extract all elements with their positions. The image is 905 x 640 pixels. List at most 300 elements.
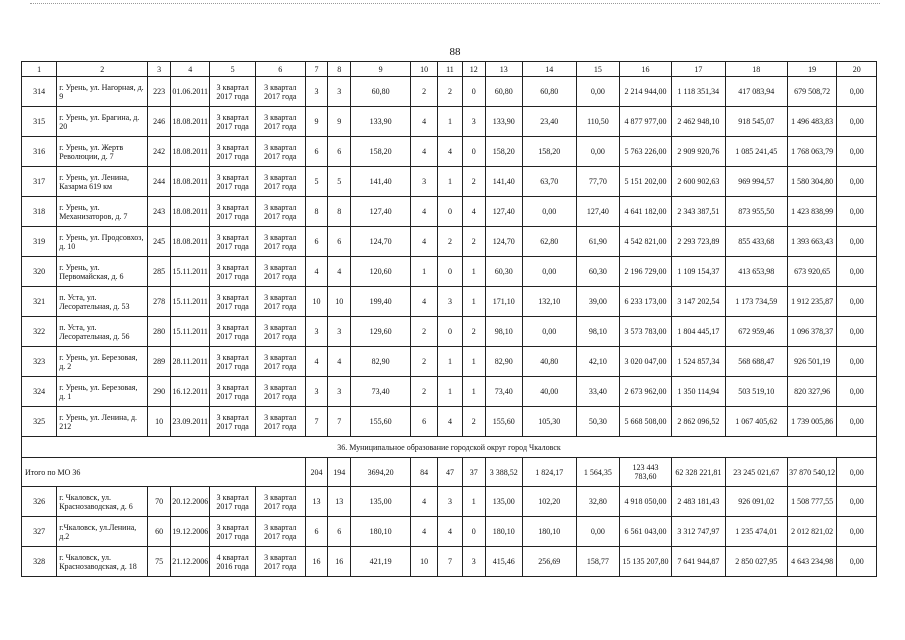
table-cell: 820 327,96 — [787, 377, 837, 407]
table-cell: 3 — [462, 547, 485, 577]
table-cell: 158,20 — [522, 137, 576, 167]
table-cell: 2 600 902,63 — [671, 167, 725, 197]
table-cell: 5 — [305, 167, 328, 197]
table-cell: 242 — [148, 137, 171, 167]
table-cell: 1 508 777,55 — [787, 487, 837, 517]
column-number-cell: 10 — [411, 62, 438, 77]
table-cell: 0 — [438, 317, 463, 347]
total-cell: 84 — [411, 458, 438, 487]
table-cell: 0,00 — [837, 407, 877, 437]
table-cell: 135,00 — [351, 487, 411, 517]
page-number: 88 — [449, 46, 461, 58]
table-row — [22, 377, 877, 407]
table-cell: 42,10 — [576, 347, 619, 377]
table-cell: 2 909 920,76 — [671, 137, 725, 167]
table-cell: 135,00 — [485, 487, 522, 517]
column-number-cell: 14 — [522, 62, 576, 77]
table-cell: 15 135 207,80 — [620, 547, 672, 577]
table-cell: 73,40 — [485, 377, 522, 407]
table-cell: 6 — [328, 137, 351, 167]
table-cell: 3 квартал 2017 года — [210, 517, 256, 547]
table-cell: 3 573 783,00 — [620, 317, 672, 347]
table-cell: 180,10 — [351, 517, 411, 547]
table-cell: 0,00 — [837, 197, 877, 227]
table-cell: 3 квартал 2017 года — [210, 347, 256, 377]
table-cell: 15.11.2011 — [171, 287, 210, 317]
table-cell: 1 912 235,87 — [787, 287, 837, 317]
table-cell: 3 квартал 2017 года — [210, 107, 256, 137]
table-cell: 1 — [462, 487, 485, 517]
table-cell: г. Урень, ул. Механизаторов, д. 7 — [57, 197, 148, 227]
table-cell: 1 — [438, 107, 463, 137]
table-cell: 0,00 — [837, 517, 877, 547]
table-cell: 5 — [328, 167, 351, 197]
column-number-cell: 13 — [485, 62, 522, 77]
table-cell: 1 — [462, 287, 485, 317]
table-cell: г. Чкаловск, ул. Краснозаводская, д. 6 — [57, 487, 148, 517]
total-cell: 3694,20 — [351, 458, 411, 487]
table-cell: 39,00 — [576, 287, 619, 317]
table-cell: 2 293 723,89 — [671, 227, 725, 257]
table-cell: 4 877 977,00 — [620, 107, 672, 137]
table-cell: 673 920,65 — [787, 257, 837, 287]
column-number-cell: 20 — [837, 62, 877, 77]
table-cell: 124,70 — [485, 227, 522, 257]
table-cell: 141,40 — [351, 167, 411, 197]
table-cell: 322 — [22, 317, 57, 347]
table-cell: 327 — [22, 517, 57, 547]
column-number-cell: 18 — [725, 62, 787, 77]
table-cell: 6 — [305, 227, 328, 257]
column-number-cell: 11 — [438, 62, 463, 77]
table-cell: 503 519,10 — [725, 377, 787, 407]
table-cell: 3 — [411, 167, 438, 197]
table-cell: 1 804 445,17 — [671, 317, 725, 347]
table-cell: 243 — [148, 197, 171, 227]
table-cell: 19.12.2006 — [171, 517, 210, 547]
table-cell: 1 067 405,62 — [725, 407, 787, 437]
table-cell: 873 955,50 — [725, 197, 787, 227]
table-cell: 3 квартал 2017 года — [255, 317, 305, 347]
table-cell: 0,00 — [837, 487, 877, 517]
column-number-cell: 2 — [57, 62, 148, 77]
table-cell: 62,80 — [522, 227, 576, 257]
table-cell: 421,19 — [351, 547, 411, 577]
table-cell: 5 151 202,00 — [620, 167, 672, 197]
table-cell: 3 квартал 2017 года — [255, 77, 305, 107]
column-number-cell: 3 — [148, 62, 171, 77]
table-cell: 4 — [438, 517, 463, 547]
table-cell: 158,20 — [485, 137, 522, 167]
table-cell: 6 233 173,00 — [620, 287, 672, 317]
table-cell: 4 — [411, 517, 438, 547]
table-cell: 280 — [148, 317, 171, 347]
table-cell: 4 — [411, 107, 438, 137]
table-cell: 127,40 — [351, 197, 411, 227]
table-cell: 0,00 — [837, 77, 877, 107]
table-cell: 3 квартал 2017 года — [255, 347, 305, 377]
table-cell: 417 083,94 — [725, 77, 787, 107]
column-number-cell: 5 — [210, 62, 256, 77]
table-cell: 1 085 241,45 — [725, 137, 787, 167]
table-cell: г. Урень, ул. Ленина, д. 212 — [57, 407, 148, 437]
table-cell: 1 — [438, 377, 463, 407]
table-cell: 2 — [411, 377, 438, 407]
table-cell: 328 — [22, 547, 57, 577]
table-cell: 3 — [305, 77, 328, 107]
table-row — [22, 167, 877, 197]
table-cell: 3 — [328, 317, 351, 347]
table-cell: 158,20 — [351, 137, 411, 167]
table-cell: 7 — [438, 547, 463, 577]
table-cell: 60,30 — [485, 257, 522, 287]
table-cell: 1 118 351,34 — [671, 77, 725, 107]
column-number-cell: 4 — [171, 62, 210, 77]
table-cell: 4 — [305, 257, 328, 287]
table-cell: 2 850 027,95 — [725, 547, 787, 577]
table-cell: 60 — [148, 517, 171, 547]
table-cell: 120,60 — [351, 257, 411, 287]
table-cell: 13 — [328, 487, 351, 517]
table-row — [22, 257, 877, 287]
table-cell: 3 — [328, 77, 351, 107]
table-cell: 10 — [148, 407, 171, 437]
table-cell: 127,40 — [485, 197, 522, 227]
table-cell: 18.08.2011 — [171, 197, 210, 227]
table-cell: 7 — [305, 407, 328, 437]
total-cell: 23 245 021,67 — [725, 458, 787, 487]
table-cell: 278 — [148, 287, 171, 317]
table-cell: 6 — [328, 517, 351, 547]
table-cell: 4 квартал 2016 года — [210, 547, 256, 577]
table-cell: 155,60 — [351, 407, 411, 437]
table-cell: 0,00 — [576, 517, 619, 547]
table-cell: 98,10 — [576, 317, 619, 347]
table-cell: г. Урень, ул. Ленина, Казарма 619 км — [57, 167, 148, 197]
table-cell: 285 — [148, 257, 171, 287]
table-cell: 321 — [22, 287, 57, 317]
table-cell: 244 — [148, 167, 171, 197]
table-cell: 1 109 154,37 — [671, 257, 725, 287]
table-cell: 1 — [438, 347, 463, 377]
table-row — [22, 107, 877, 137]
table-cell: 16.12.2011 — [171, 377, 210, 407]
table-row — [22, 197, 877, 227]
table-cell: 4 — [328, 257, 351, 287]
table-row — [22, 517, 877, 547]
table-cell: 325 — [22, 407, 57, 437]
table-cell: 6 — [328, 227, 351, 257]
table-cell: 320 — [22, 257, 57, 287]
table-cell: 0,00 — [522, 257, 576, 287]
table-cell: 0 — [462, 137, 485, 167]
table-cell: 2 343 387,51 — [671, 197, 725, 227]
table-cell: 40,80 — [522, 347, 576, 377]
table-cell: 319 — [22, 227, 57, 257]
table-cell: 3 312 747,97 — [671, 517, 725, 547]
table-cell: 32,80 — [576, 487, 619, 517]
table-cell: 171,10 — [485, 287, 522, 317]
table-cell: 1 173 734,59 — [725, 287, 787, 317]
table-cell: 672 959,46 — [725, 317, 787, 347]
table-cell: 316 — [22, 137, 57, 167]
table-cell: 82,90 — [351, 347, 411, 377]
total-cell: 1 564,35 — [576, 458, 619, 487]
table-cell: 155,60 — [485, 407, 522, 437]
table-cell: 110,50 — [576, 107, 619, 137]
table-cell: 2 — [411, 317, 438, 347]
table-cell: 6 — [411, 407, 438, 437]
table-cell: 18.08.2011 — [171, 167, 210, 197]
table-cell: 1 096 378,37 — [787, 317, 837, 347]
table-cell: 2 — [462, 167, 485, 197]
table-cell: 318 — [22, 197, 57, 227]
table-cell: 2 673 962,00 — [620, 377, 672, 407]
table-cell: 3 квартал 2017 года — [210, 487, 256, 517]
table-cell: 199,40 — [351, 287, 411, 317]
table-cell: 7 641 944,87 — [671, 547, 725, 577]
table-cell: 8 — [328, 197, 351, 227]
table-cell: 568 688,47 — [725, 347, 787, 377]
table-cell: г. Урень, ул. Березовая, д. 1 — [57, 377, 148, 407]
table-cell: 317 — [22, 167, 57, 197]
table-cell: 1 350 114,94 — [671, 377, 725, 407]
table-cell: 2 — [411, 77, 438, 107]
total-cell: 204 — [305, 458, 328, 487]
table-row — [22, 347, 877, 377]
table-cell: 3 147 202,54 — [671, 287, 725, 317]
table-cell: 60,30 — [576, 257, 619, 287]
table-cell: 3 квартал 2017 года — [255, 407, 305, 437]
table-cell: п. Уста, ул. Лесорательная, д. 56 — [57, 317, 148, 347]
table-cell: 20.12.2006 — [171, 487, 210, 517]
table-cell: 2 862 096,52 — [671, 407, 725, 437]
table-cell: 3 квартал 2017 года — [210, 257, 256, 287]
table-cell: 3 квартал 2017 года — [255, 287, 305, 317]
table-cell: 1 — [411, 257, 438, 287]
table-cell: 0,00 — [837, 317, 877, 347]
top-dotted-rule — [30, 3, 880, 4]
total-cell: 194 — [328, 458, 351, 487]
table-cell: 75 — [148, 547, 171, 577]
total-cell: 3 388,52 — [485, 458, 522, 487]
table-cell: 6 — [305, 137, 328, 167]
table-cell: 2 — [438, 77, 463, 107]
table-cell: 10 — [305, 287, 328, 317]
table-cell: 0,00 — [576, 137, 619, 167]
table-row — [22, 407, 877, 437]
table-cell: 2 — [411, 347, 438, 377]
table-cell: 82,90 — [485, 347, 522, 377]
table-cell: 3 квартал 2017 года — [210, 227, 256, 257]
table-cell: 3 — [438, 287, 463, 317]
table-cell: 0 — [438, 257, 463, 287]
table-cell: 73,40 — [351, 377, 411, 407]
table-cell: 290 — [148, 377, 171, 407]
table-cell: 180,10 — [522, 517, 576, 547]
table-cell: 1 — [438, 167, 463, 197]
table-cell: 2 214 944,00 — [620, 77, 672, 107]
table-cell: 1 235 474,01 — [725, 517, 787, 547]
table-cell: 0,00 — [837, 377, 877, 407]
table-cell: 77,70 — [576, 167, 619, 197]
table-cell: 314 — [22, 77, 57, 107]
table-cell: 6 561 043,00 — [620, 517, 672, 547]
table-cell: г. Урень, ул. Березовая, д. 2 — [57, 347, 148, 377]
table-cell: 0,00 — [837, 547, 877, 577]
table-cell: 3 — [305, 377, 328, 407]
table-cell: 18.08.2011 — [171, 227, 210, 257]
housing-register-table — [21, 61, 877, 577]
table-cell: 2 196 729,00 — [620, 257, 672, 287]
table-cell: 223 — [148, 77, 171, 107]
table-cell: 3 квартал 2017 года — [255, 167, 305, 197]
total-cell: 0,00 — [837, 458, 877, 487]
table-row — [22, 287, 877, 317]
table-cell: 2 483 181,43 — [671, 487, 725, 517]
table-cell: 18.08.2011 — [171, 107, 210, 137]
table-cell: 5 668 508,00 — [620, 407, 672, 437]
table-cell: 3 квартал 2017 года — [255, 227, 305, 257]
table-cell: 1 — [462, 377, 485, 407]
table-cell: 129,60 — [351, 317, 411, 347]
table-cell: 0,00 — [837, 227, 877, 257]
table-cell: 4 — [328, 347, 351, 377]
table-cell: 0 — [462, 517, 485, 547]
table-cell: 60,80 — [485, 77, 522, 107]
table-row — [22, 227, 877, 257]
table-cell: г. Урень, ул. Продсовхоз, д. 10 — [57, 227, 148, 257]
table-cell: 0,00 — [837, 137, 877, 167]
table-cell: 6 — [305, 517, 328, 547]
table-cell: г. Урень, ул. Брагина, д. 20 — [57, 107, 148, 137]
table-cell: 60,80 — [351, 77, 411, 107]
table-cell: 1 496 483,83 — [787, 107, 837, 137]
table-cell: 926 501,19 — [787, 347, 837, 377]
table-cell: 50,30 — [576, 407, 619, 437]
table-cell: 3 квартал 2017 года — [210, 167, 256, 197]
table-cell: 2 — [462, 227, 485, 257]
column-number-cell: 1 — [22, 62, 57, 77]
table-cell: п. Уста, ул. Лесорательная, д. 53 — [57, 287, 148, 317]
table-cell: 1 524 857,34 — [671, 347, 725, 377]
table-cell: 0,00 — [522, 317, 576, 347]
column-number-cell: 8 — [328, 62, 351, 77]
column-number-cell: 12 — [462, 62, 485, 77]
table-cell: 4 542 821,00 — [620, 227, 672, 257]
table-cell: 180,10 — [485, 517, 522, 547]
table-cell: 18.08.2011 — [171, 137, 210, 167]
table-cell: 4 — [305, 347, 328, 377]
table-cell: 1 — [462, 257, 485, 287]
table-cell: 3 квартал 2017 года — [210, 287, 256, 317]
table-cell: 01.06.2011 — [171, 77, 210, 107]
table-cell: 7 — [328, 407, 351, 437]
table-cell: 323 — [22, 347, 57, 377]
total-label: Итого по МО 36 — [22, 458, 306, 487]
column-number-cell: 7 — [305, 62, 328, 77]
table-cell: 10 — [411, 547, 438, 577]
table-row — [22, 317, 877, 347]
table-cell: 3 квартал 2017 года — [210, 377, 256, 407]
total-cell: 37 870 540,12 — [787, 458, 837, 487]
table-cell: 0,00 — [837, 347, 877, 377]
table-cell: 3 квартал 2017 года — [210, 77, 256, 107]
table-cell: 23,40 — [522, 107, 576, 137]
table-cell: 289 — [148, 347, 171, 377]
table-cell: 4 641 182,00 — [620, 197, 672, 227]
table-cell: 2 — [438, 227, 463, 257]
total-cell: 47 — [438, 458, 463, 487]
table-cell: 16 — [305, 547, 328, 577]
table-cell: 415,46 — [485, 547, 522, 577]
table-cell: 926 091,02 — [725, 487, 787, 517]
table-cell: 33,40 — [576, 377, 619, 407]
table-cell: 4 — [411, 197, 438, 227]
table-cell: 246 — [148, 107, 171, 137]
table-cell: 105,30 — [522, 407, 576, 437]
table-cell: 3 квартал 2017 года — [255, 137, 305, 167]
table-cell: 3 020 047,00 — [620, 347, 672, 377]
section-title: 36. Муниципальное образование городской округ город Чкаловск — [22, 437, 877, 458]
table-cell: 3 — [462, 107, 485, 137]
table-cell: 124,70 — [351, 227, 411, 257]
table-cell: 969 994,57 — [725, 167, 787, 197]
table-cell: 60,80 — [522, 77, 576, 107]
table-cell: 855 433,68 — [725, 227, 787, 257]
table-cell: 141,40 — [485, 167, 522, 197]
table-cell: 918 545,07 — [725, 107, 787, 137]
table-cell: 61,90 — [576, 227, 619, 257]
table-row — [22, 77, 877, 107]
table-cell: 3 квартал 2017 года — [255, 487, 305, 517]
table-cell: 0,00 — [522, 197, 576, 227]
table-cell: 102,20 — [522, 487, 576, 517]
table-cell: 3 квартал 2017 года — [210, 317, 256, 347]
table-cell: 1 393 663,43 — [787, 227, 837, 257]
total-cell: 123 443 783,60 — [620, 458, 672, 487]
column-number-cell: 6 — [255, 62, 305, 77]
table-cell: 98,10 — [485, 317, 522, 347]
table-cell: 3 квартал 2017 года — [255, 107, 305, 137]
table-cell: 15.11.2011 — [171, 317, 210, 347]
table-cell: 1 739 005,86 — [787, 407, 837, 437]
table-cell: 3 квартал 2017 года — [255, 257, 305, 287]
column-number-cell: 9 — [351, 62, 411, 77]
table-cell: 0 — [438, 197, 463, 227]
table-cell: 3 квартал 2017 года — [255, 547, 305, 577]
column-number-cell: 17 — [671, 62, 725, 77]
table-cell: 4 643 234,98 — [787, 547, 837, 577]
table-cell: 0,00 — [837, 287, 877, 317]
total-cell: 37 — [462, 458, 485, 487]
table-cell: 324 — [22, 377, 57, 407]
table-cell: 133,90 — [485, 107, 522, 137]
table-cell: 2 012 821,02 — [787, 517, 837, 547]
table-cell: 21.12.2006 — [171, 547, 210, 577]
table-cell: 3 — [438, 487, 463, 517]
table-cell: 4 918 050,00 — [620, 487, 672, 517]
table-cell: 16 — [328, 547, 351, 577]
table-cell: 0,00 — [837, 257, 877, 287]
table-row — [22, 137, 877, 167]
table-cell: г. Чкаловск, ул. Краснозаводская, д. 18 — [57, 547, 148, 577]
table-cell: 0,00 — [837, 107, 877, 137]
table-cell: 127,40 — [576, 197, 619, 227]
table-cell: 2 — [462, 407, 485, 437]
table-cell: 63,70 — [522, 167, 576, 197]
table-cell: 1 768 063,79 — [787, 137, 837, 167]
